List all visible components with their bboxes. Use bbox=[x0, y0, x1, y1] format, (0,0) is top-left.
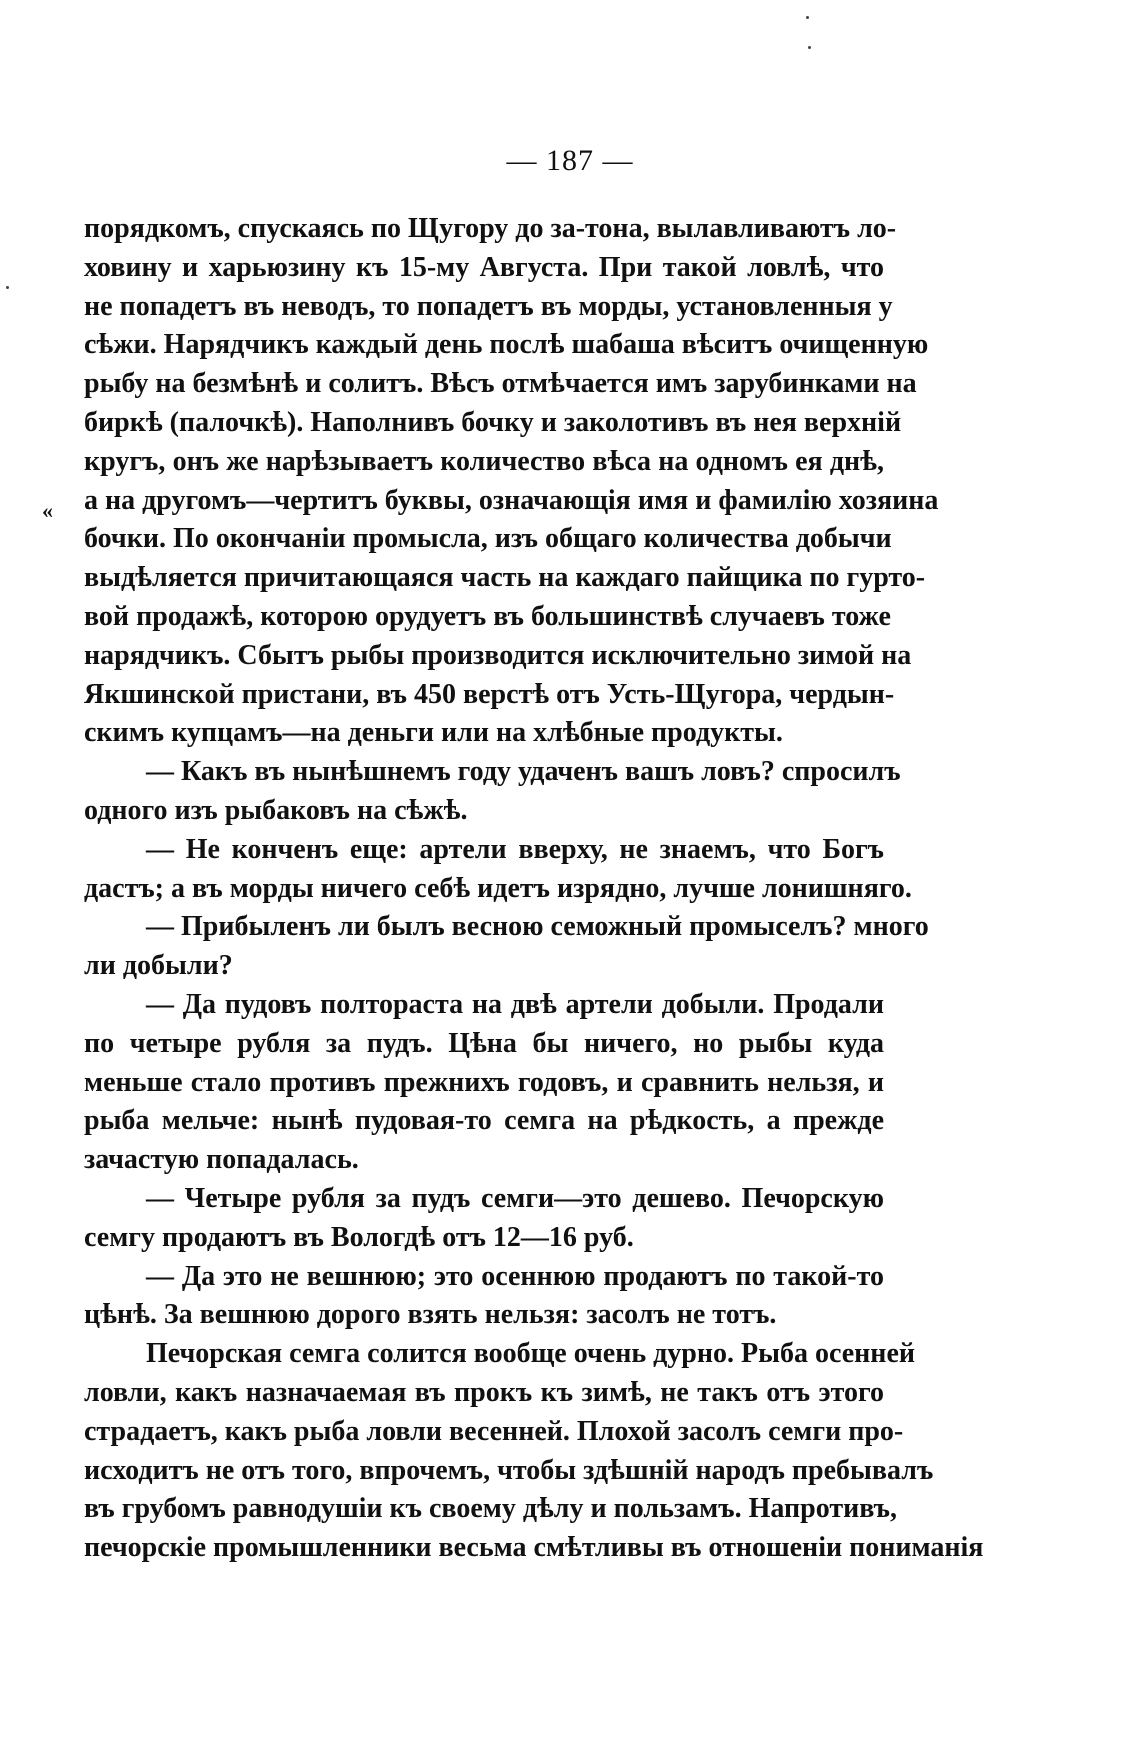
paragraph bbox=[84, 1258, 884, 1336]
text-line: по четыре рубля за пудъ. Цѣна бы ничего, но рыбы куда bbox=[84, 1027, 884, 1059]
text-line: ховину и харьюзину къ 15-му Августа. При такой ловлѣ, что bbox=[84, 251, 884, 283]
text-line: рыбу на безмѣнѣ и солитъ. Вѣсъ отмѣчается имъ зарубинками на bbox=[84, 368, 917, 400]
text-line: нарядчикъ. Сбытъ рыбы производится исключительно зимой на bbox=[84, 639, 912, 671]
text-line: сѣжи. Нарядчикъ каждый день послѣ шабаша вѣситъ очищенную bbox=[84, 329, 929, 361]
text-line: семгу продаютъ въ Вологдѣ отъ 12—16 руб. bbox=[84, 1221, 634, 1253]
speck-dot bbox=[808, 46, 811, 49]
page-number: — 187 — bbox=[506, 144, 634, 177]
paragraph bbox=[84, 210, 939, 753]
body-text bbox=[84, 210, 984, 1568]
text-line: биркѣ (палочкѣ). Наполнивъ бочку и заколотивъ въ нея верхній bbox=[84, 406, 902, 438]
text-line: — Да это не вешнюю; это осеннюю продаютъ по такой-то bbox=[146, 1260, 884, 1292]
text-line: — Не конченъ еще: артели вверху, не знаемъ, что Богъ bbox=[146, 833, 884, 865]
text-line: не попадетъ въ неводъ, то попадетъ въ морды, установленныя у bbox=[84, 290, 893, 322]
paragraph bbox=[84, 908, 929, 986]
paragraph bbox=[84, 1335, 984, 1568]
paragraph bbox=[84, 986, 884, 1180]
text-line: страдаетъ, какъ рыба ловли весенней. Плохой засолъ семги про- bbox=[84, 1415, 904, 1447]
text-line: въ грубомъ равнодушіи къ своему дѣлу и пользамъ. Напротивъ, bbox=[84, 1493, 897, 1525]
text-line: ловли, какъ назначаемая въ прокъ къ зимѣ, не такъ отъ этого bbox=[84, 1376, 884, 1408]
text-line: зачастую попадалась. bbox=[84, 1144, 359, 1176]
text-line: меньше стало противъ прежнихъ годовъ, и сравнить нельзя, и bbox=[84, 1066, 884, 1098]
paragraph bbox=[84, 1180, 884, 1258]
text-line: — Прибыленъ ли былъ весною семожный промыселъ? много bbox=[146, 911, 929, 943]
text-line: одного изъ рыбаковъ на сѣжѣ. bbox=[84, 794, 468, 826]
text-line: порядкомъ, спускаясь по Щугору до за-тона, вылавливаютъ ло- bbox=[84, 213, 897, 244]
text-line: исходитъ не отъ того, впрочемъ, чтобы здѣшній народъ пребывалъ bbox=[84, 1454, 934, 1486]
text-line: кругъ, онъ же нарѣзываетъ количество вѣса на одномъ ея днѣ, bbox=[84, 445, 884, 477]
text-line: — Четыре рубля за пудъ семги—это дешево. Печорскую bbox=[146, 1182, 884, 1214]
text-line: дастъ; а въ морды ничего себѣ идетъ изрядно, лучше лонишняго. bbox=[84, 872, 912, 904]
paragraph bbox=[84, 831, 912, 909]
speck-dot bbox=[806, 16, 809, 19]
text-line: — Да пудовъ полтораста на двѣ артели добыли. Продали bbox=[146, 988, 884, 1020]
paragraph bbox=[84, 753, 901, 831]
text-line: выдѣляется причитающаяся часть на каждаго пайщика по гурто- bbox=[84, 562, 926, 594]
text-line: — Какъ въ нынѣшнемъ году удаченъ вашъ ловъ? спросилъ bbox=[146, 756, 901, 788]
text-line: печорскіе промышленники весьма смѣтливы въ отношеніи пониманія bbox=[84, 1532, 984, 1564]
text-line: вой продажѣ, которою орудуетъ въ большинствѣ случаевъ тоже bbox=[84, 600, 891, 632]
text-line: а на другомъ—чертитъ буквы, означающія имя и фамилію хозяина bbox=[84, 484, 939, 516]
text-line: Якшинской пристани, въ 450 верстѣ отъ Усть-Щугора, чердын- bbox=[84, 678, 895, 710]
text-line: Печорская семга солится вообще очень дурно. Рыба осенней bbox=[146, 1338, 916, 1370]
speck-dot bbox=[6, 286, 9, 289]
text-line: рыба мельче: нынѣ пудовая-то семга на рѣдкость, а прежде bbox=[84, 1105, 884, 1137]
margin-mark: « bbox=[42, 498, 53, 523]
text-line: бочки. По окончаніи промысла, изъ общаго количества добычи bbox=[84, 523, 892, 555]
text-line: цѣнѣ. За вешнюю дорого взять нельзя: засолъ не тотъ. bbox=[84, 1299, 777, 1331]
text-line: ли добыли? bbox=[84, 950, 233, 982]
text-line: скимъ купцамъ—на деньги или на хлѣбные продукты. bbox=[84, 717, 783, 749]
